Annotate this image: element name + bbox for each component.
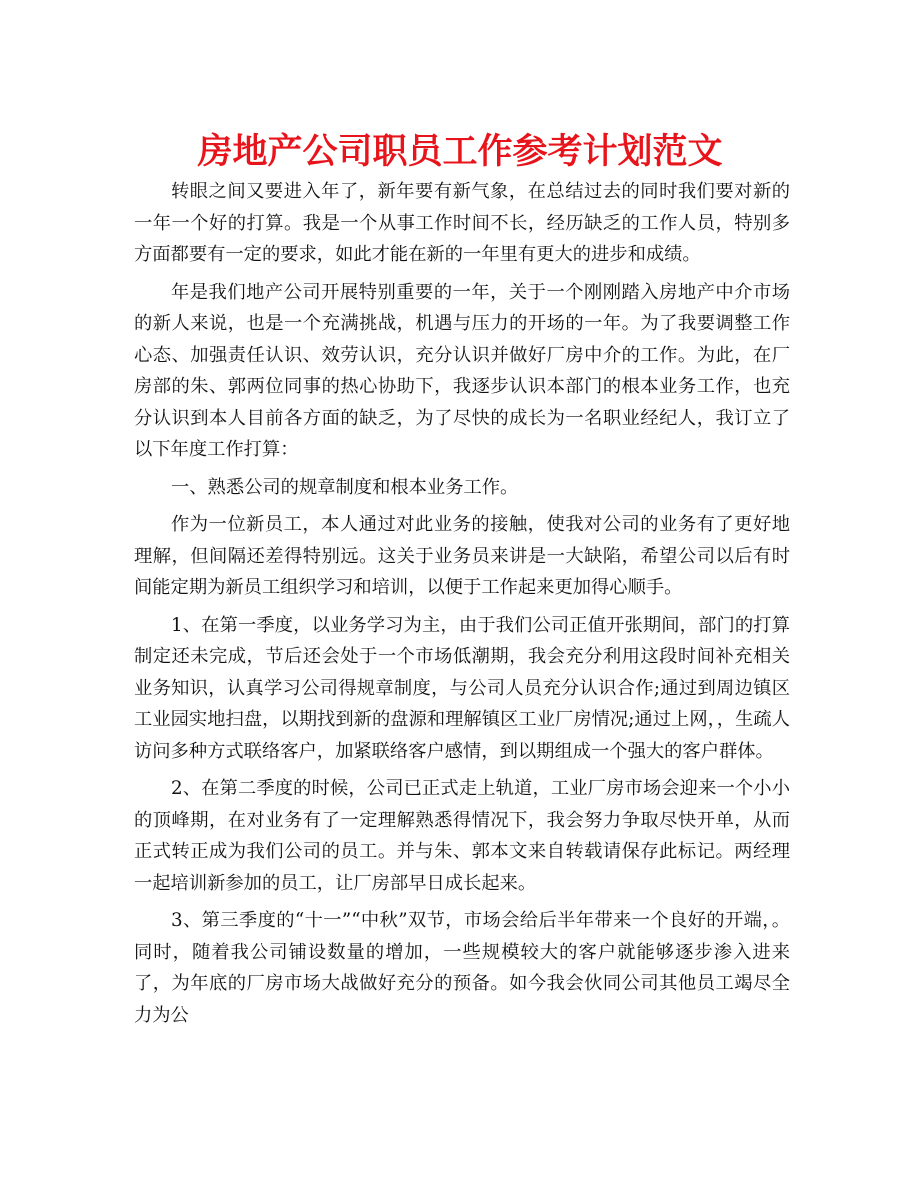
document-title: 房地产公司职员工作参考计划范文 bbox=[197, 132, 723, 172]
paragraph-q3: 3、第三季度的“十一”“中秋”双节，市场会给后半年带来一个良好的开端，。同时，随着我公司铺设数量的增加，一些规模较大的客户就能够逐步渗入进来了，为年底的厂房市场大战做好充分的预备。如今我会伙同公司其他员工竭尽全力为公 bbox=[134, 910, 790, 1026]
paragraph-year-plan: 年是我们地产公司开展特别重要的一年，关于一个刚刚踏入房地产中介市场的新人来说，也是一个充满挑战，机遇与压力的开场的一年。为了我要调整工作心态、加强责任认识、效劳认识，充分认识并做好厂房中介的工作。为此，在厂房部的朱、郭两位同事的热心协助下，我逐步认识本部门的根本业务工作，也充分认识到本人目前各方面的缺乏，为了尽快的成长为一名职业经纪人，我订立了以下年度工作打算： bbox=[134, 281, 790, 460]
section-heading-1: 一、熟悉公司的规章制度和根本业务工作。 bbox=[171, 476, 519, 498]
document-body bbox=[134, 176, 790, 1037]
paragraph-q2: 2、在第二季度的时候，公司已正式走上轨道，工业厂房市场会迎来一个小小的顶峰期，在对业务有了一定理解熟悉得情况下，我会努力争取尽快开单，从而正式转正成为我们公司的员工。并与朱、郭本文来自转载请保存此标记。两经理一起培训新参加的员工，让厂房部早日成长起来。 bbox=[134, 778, 790, 894]
paragraph-new-employee: 作为一位新员工，本人通过对此业务的接触，使我对公司的业务有了更好地理解，但间隔还差得特别远。这关于业务员来讲是一大缺陷，希望公司以后有时间能定期为新员工组织学习和培训，以便于工作起来更加得心顺手。 bbox=[134, 514, 790, 598]
paragraph-q1: 1、在第一季度，以业务学习为主，由于我们公司正值开张期间，部门的打算制定还未完成，节后还会处于一个市场低潮期，我会充分利用这段时间补充相关业务知识，认真学习公司得规章制度，与公司人员充分认识合作;通过到周边镇区工业园实地扫盘，以期找到新的盘源和理解镇区工业厂房情况;通过上网，，生疏人访问多种方式联络客户，加紧联络客户感情，到以期组成一个强大的客户群体。 bbox=[134, 614, 790, 762]
paragraph-intro: 转眼之间又要进入年了，新年要有新气象，在总结过去的同时我们要对新的一年一个好的打算。我是一个从事工作时间不长，经历缺乏的工作人员，特别多方面都要有一定的要求，如此才能在新的一年里有更大的进步和成绩。 bbox=[134, 181, 790, 265]
